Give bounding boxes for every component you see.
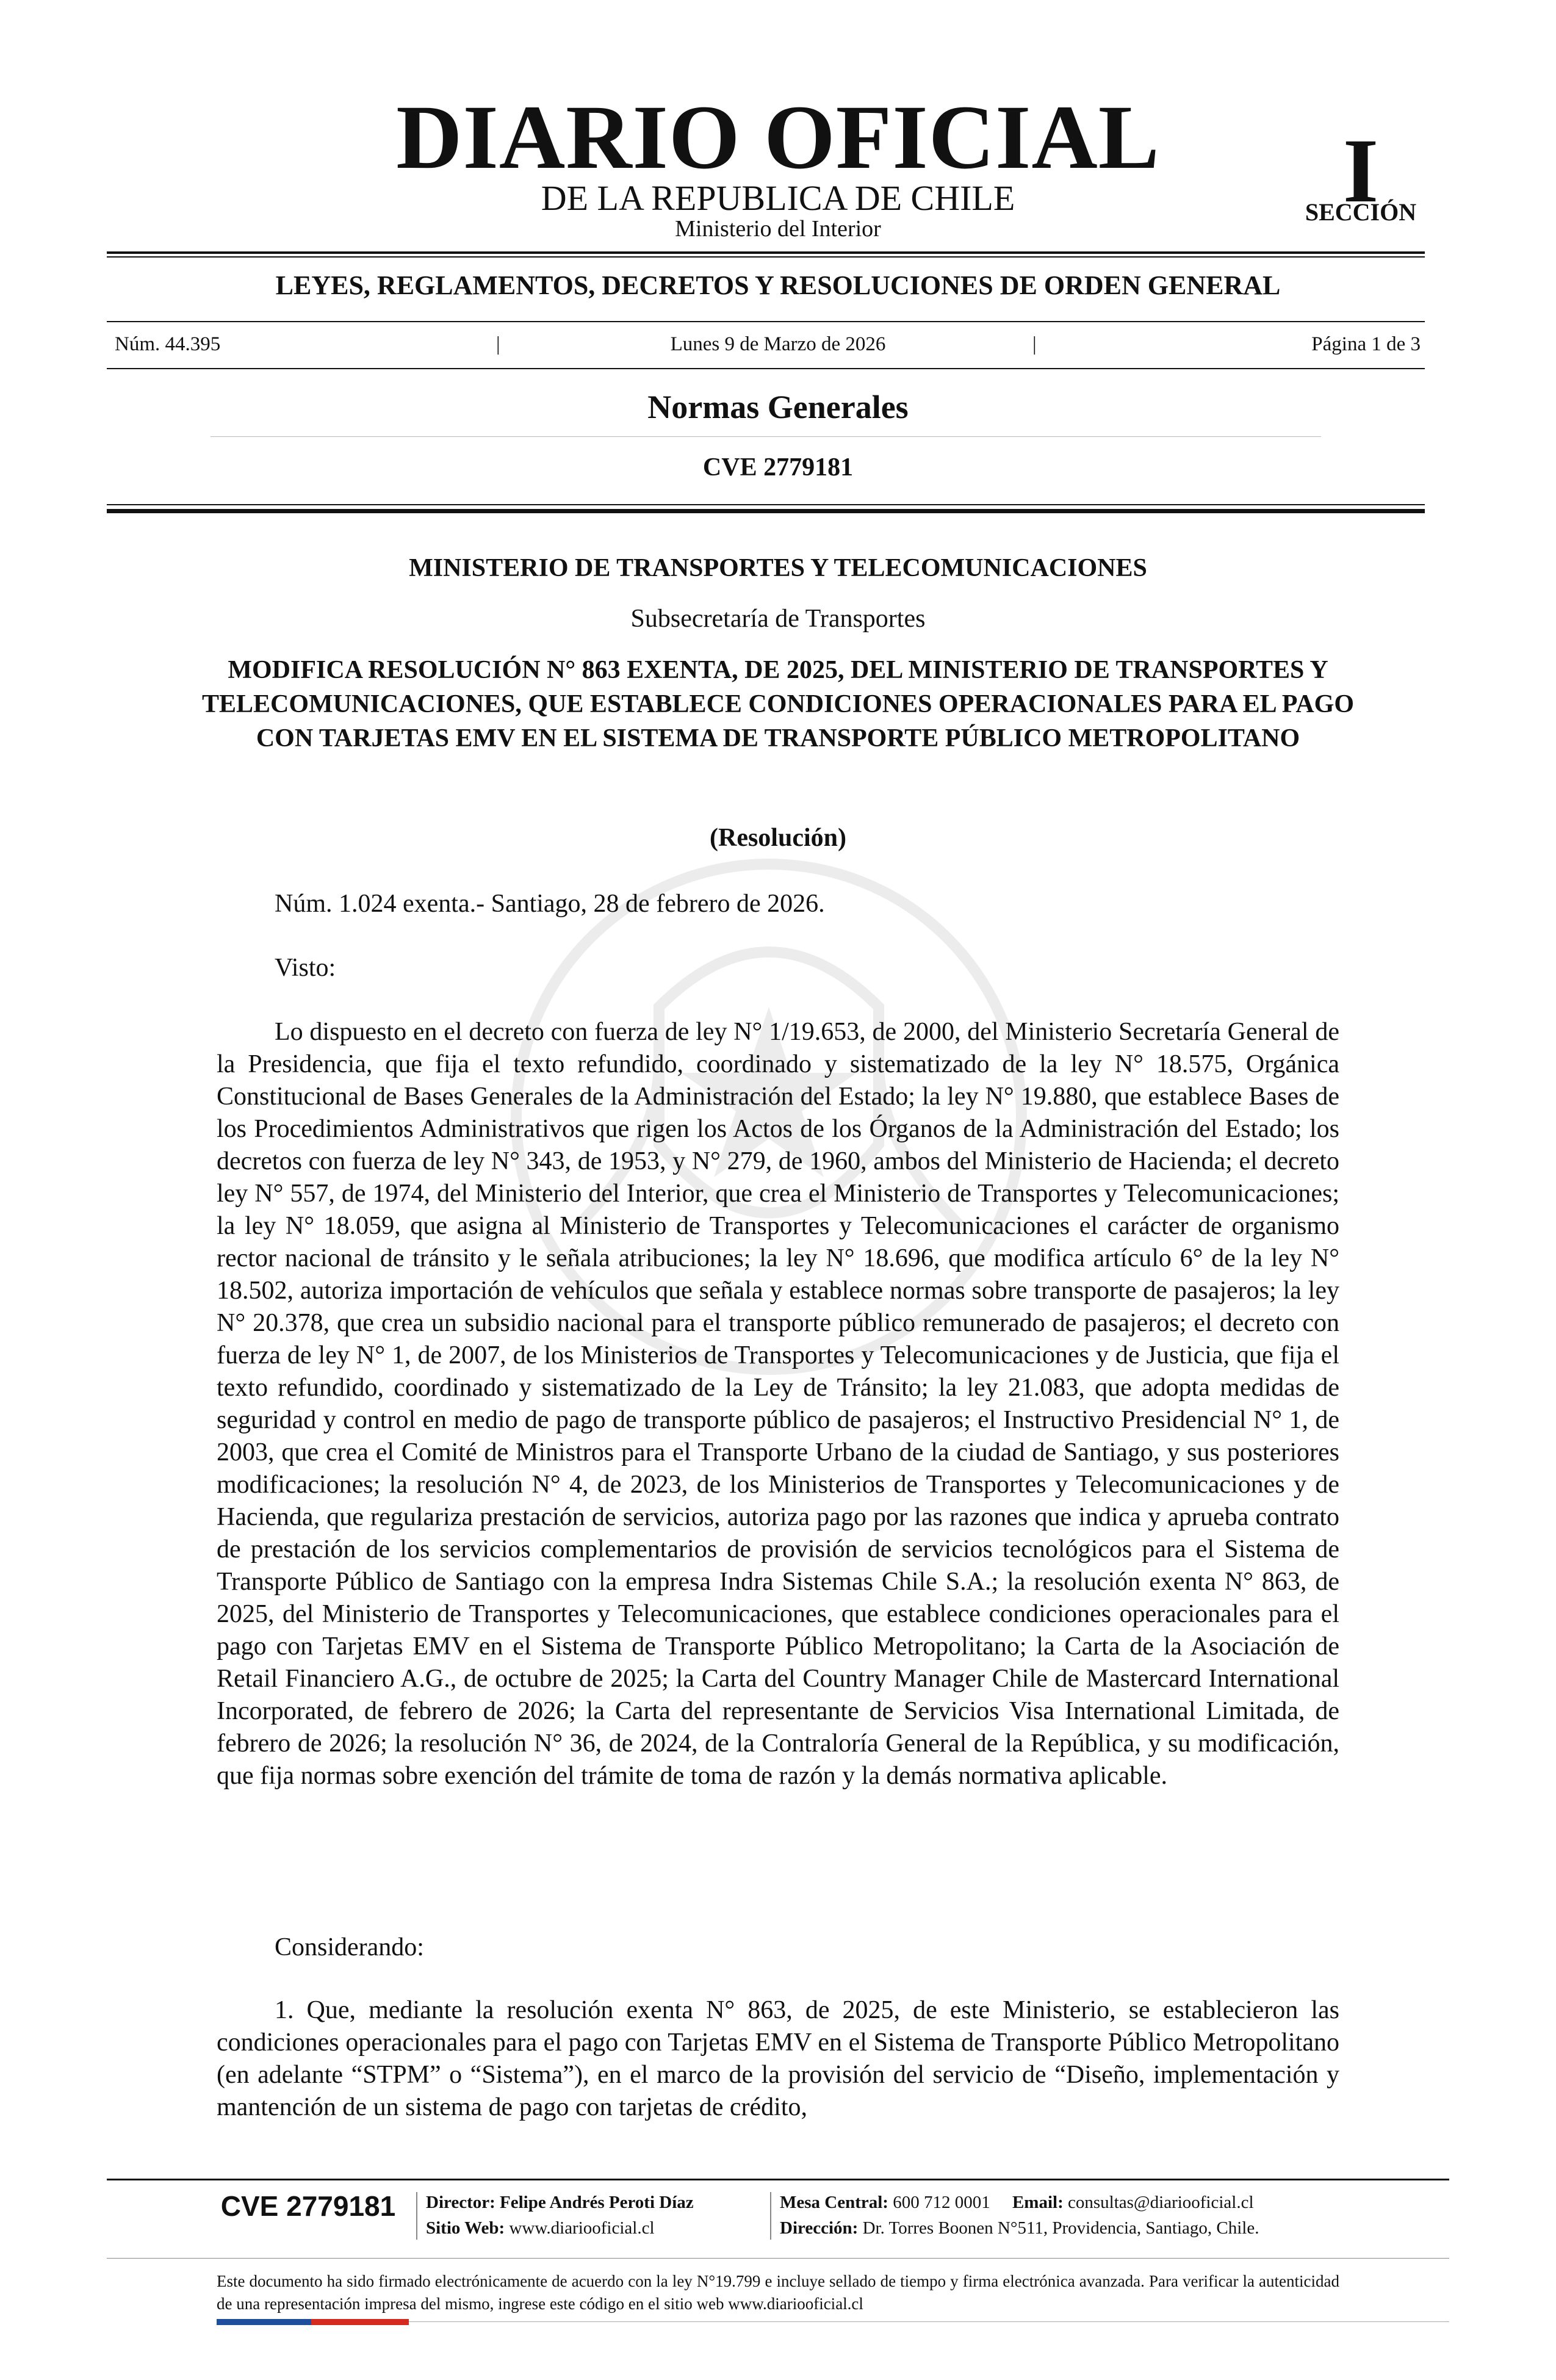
footer-website <box>426 2220 655 2237</box>
director-name: Felipe Andrés Peroti Díaz <box>500 2193 694 2212</box>
masthead-rule-thin <box>107 256 1425 258</box>
address-label: Dirección: <box>780 2218 859 2238</box>
flag-stripe-blue <box>217 2319 311 2325</box>
website-label: Sitio Web: <box>426 2218 505 2238</box>
section-label: SECCIÓN <box>1305 198 1417 226</box>
issue-date: Lunes 9 de Marzo de 2026 <box>670 333 886 355</box>
footer-note-rule <box>107 2258 1449 2259</box>
category-heading: LEYES, REGLAMENTOS, DECRETOS Y RESOLUCIONES DE ORDEN GENERAL <box>275 270 1281 300</box>
considerando-paragraph: 1. Que, mediante la resolución exenta N° 863, de 2025, de este Ministerio, se establecieron las condiciones operacionales para el pago con Tarjetas EMV en el Sistema de Transporte Público Metropolitano (en adelante “STPM” o “Sistema”), en el marco de la provisión del servicio de “Diseño, implementación y mantención de un sistema de pago con tarjetas de crédito, <box>217 1996 1339 2121</box>
document-type: (Resolución) <box>710 824 846 852</box>
footer-separator <box>770 2192 771 2240</box>
issue-number: Núm. 44.395 <box>115 333 221 355</box>
footer-rule <box>107 2179 1449 2180</box>
meta-rule <box>107 368 1425 369</box>
category-rule <box>107 321 1425 322</box>
footer-bottom-rule <box>409 2321 1449 2322</box>
subsecretaria: Subsecretaría de Transportes <box>630 605 926 633</box>
footer-separator <box>416 2192 417 2240</box>
footer-cve-code: CVE 2779181 <box>220 2190 396 2222</box>
section-number: I <box>1342 120 1379 222</box>
resolution-number-line: Núm. 1.024 exenta.- Santiago, 28 de febrero de 2026. <box>275 890 825 918</box>
header-rule-thick <box>107 509 1425 513</box>
mesa-label: Mesa Central: <box>780 2193 888 2212</box>
resolution-title: MODIFICA RESOLUCIÓN N° 863 EXENTA, DE 2025, DEL MINISTERIO DE TRANSPORTES Y TELECOMUNICACIONES, QUE ESTABLECE CONDICIONES OPERACIONALES PARA EL PAGO CON TARJETAS EMV EN EL SISTEMA DE TRANSPORTE PÚBLICO METROPOLITANO <box>202 656 1354 752</box>
issuing-ministry: MINISTERIO DE TRANSPORTES Y TELECOMUNICACIONES <box>409 554 1147 582</box>
visto-heading: Visto: <box>275 954 336 982</box>
visto-paragraph: Lo dispuesto en el decreto con fuerza de ley N° 1/19.653, de 2000, del Ministerio Secretaría General de la Presidencia, que fija el texto refundido, coordinado y sistematizado de la ley N° 18.575, Orgánica Constitucional de Bases Generales de la Administración del Estado; la ley N° 19.880, que establece Bases de los Procedimientos Administrativos que rigen los Actos de los Órganos de la Administración del Estado; los decretos con fuerza de ley N° 343, de 1953, y N° 279, de 1960, ambos del Ministerio de Hacienda; el decreto ley N° 557, de 1974, del Ministerio del Interior, que crea el Ministerio de Transportes y Telecomunicaciones; la ley N° 18.059, que asigna al Ministerio de Transportes y Telecomunicaciones el carácter de organismo rector nacional de tránsito y le señala atribuciones; la ley N° 18.696, que modifica artículo 6° de la ley N° 18.502, autoriza importación de vehículos que señala y establece normas sobre transporte de pasajeros; la ley N° 20.378, que crea un subsidio nacional para el transporte público remunerado de pasajeros; el decreto con fuerza de ley N° 1, de 2007, de los Ministerios de Transportes y Telecomunicaciones y de Justicia, que fija el texto refundido, coordinado y sistematizado de la Ley de Tránsito; la ley 21.083, que adopta medidas de seguridad y control en medio de pago de transporte público de pasajeros; el Instructivo Presidencial N° 1, de 2003, que crea el Comité de Ministros para el Transporte Urbano de la ciudad de Santiago, y sus posteriores modificaciones; la resolución N° 4, de 2023, de los Ministerios de Transportes y Telecomunicaciones y de Hacienda, que regulariza prestación de servicios, autoriza pago por las razones que indica y aprueba contrato de prestación de los servicios complementarios de provisión de servicios tecnológicos para el Sistema de Transporte Público de Santiago con la empresa Indra Sistemas Chile S.A.; la resolución exenta N° 863, de 2025, del Ministerio de Transportes y Telecomunicaciones, que establece condiciones operacionales para el pago con Tarjetas EMV en el Sistema de Transporte Público Metropolitano; la Carta de la Asociación de Retail Financiero A.G., de octubre de 2025; la Carta del Country Manager Chile de Mastercard International Incorporated, de febrero de 2026; la Carta del representante de Servicios Visa International Limitada, de febrero de 2026; la resolución N° 36, de 2024, de la Contraloría General de la República, y su modificación, que fija normas sobre exención del trámite de toma de razón y la demás normativa aplicable. <box>217 1018 1339 1790</box>
newspaper-ministry: Ministerio del Interior <box>675 216 881 242</box>
header-rule-thin <box>107 504 1425 505</box>
page-indicator: Página 1 de 3 <box>1311 333 1421 355</box>
cve-code: CVE 2779181 <box>702 453 854 481</box>
address-value: Dr. Torres Boonen N°511, Providencia, Santiago, Chile. <box>862 2218 1259 2238</box>
website-link[interactable]: www.diariooficial.cl <box>509 2218 655 2238</box>
footer-director <box>426 2194 694 2212</box>
footer-address <box>780 2220 1259 2237</box>
footer-contact <box>780 2194 1254 2212</box>
newspaper-title: DIARIO OFICIAL <box>396 87 1160 188</box>
norm-section-title: Normas Generales <box>647 389 909 425</box>
masthead-rule-thick <box>107 251 1425 254</box>
mesa-phone: 600 712 0001 <box>893 2193 990 2212</box>
email-label: Email: <box>1012 2193 1064 2212</box>
considerando-heading: Considerando: <box>275 1933 424 1961</box>
footer-legal-note: Este documento ha sido firmado electrónicamente de acuerdo con la ley N°19.799 e incluye sellado de tiempo y firma electrónica avanzada. Para verificar la autenticidad de una representación impresa del mismo, ingrese este código en el sitio web www.diariooficial.cl <box>217 2272 1339 2313</box>
flag-stripe-red <box>311 2319 409 2325</box>
norm-divider <box>211 436 1321 437</box>
director-label: Director: <box>426 2193 495 2212</box>
newspaper-subtitle: DE LA REPUBLICA DE CHILE <box>541 178 1015 218</box>
meta-separator: | <box>1032 333 1037 355</box>
email-link[interactable]: consultas@diariooficial.cl <box>1068 2193 1254 2212</box>
meta-separator: | <box>496 333 500 355</box>
